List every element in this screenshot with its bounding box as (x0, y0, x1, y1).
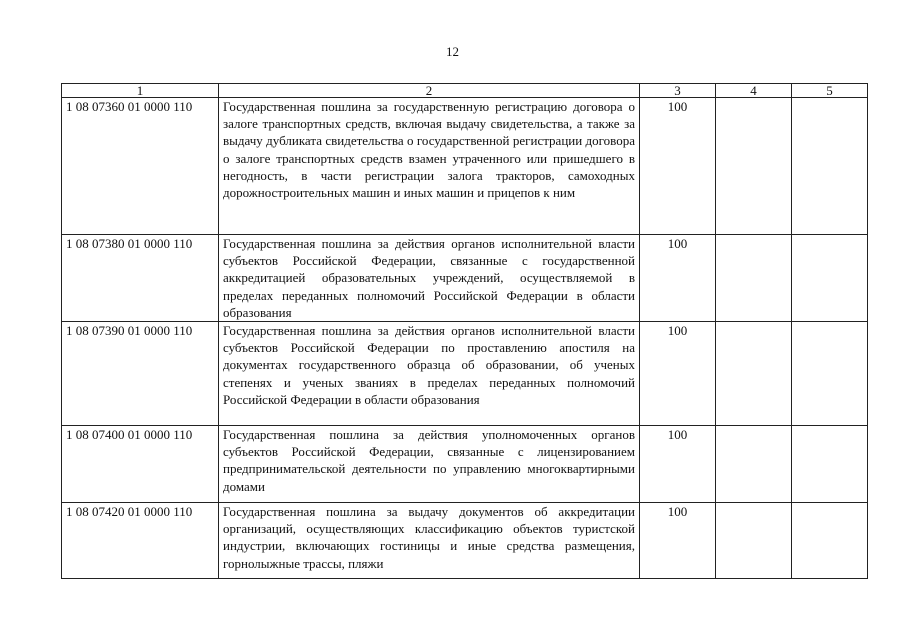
fee-description: Государственная пошлина за действия органов исполнительной власти субъектов Российской Федерации по проставлению апостиля на документах государственного образца об образовании, об ученых степенях и ученых званиях в пределах переданных полномочий Российской Федерации в области образования (219, 322, 640, 426)
column-5-value (792, 503, 868, 579)
column-5-value (792, 235, 868, 322)
table-row (62, 322, 868, 426)
column-4-value (716, 98, 792, 235)
column-3-value: 100 (640, 322, 716, 426)
fee-description: Государственная пошлина за действия органов исполнительной власти субъектов Российской Федерации, связанные с государственной аккредитацией образовательных учреждений, осуществляемой в пределах переданных полномочий Российской Федерации в области образования (219, 235, 640, 322)
income-code: 1 08 07390 01 0000 110 (62, 322, 219, 426)
column-4-value (716, 235, 792, 322)
fee-description: Государственная пошлина за государственную регистрацию договора о залоге транспортных средств, включая выдачу свидетельства, а также за выдачу дубликата свидетельства о государственной регистрации договора о залоге транспортных средств взамен утраченного или пришедшего в негодность, в части регистрации залога тракторов, самоходных дорожностроительных машин и иных машин и прицепов к ним (219, 98, 640, 235)
page-number: 12 (446, 44, 459, 59)
fee-description: Государственная пошлина за действия уполномоченных органов субъектов Российской Федерации, связанные с лицензированием предпринимательской деятельности по управлению многоквартирными домами (219, 426, 640, 503)
income-code: 1 08 07420 01 0000 110 (62, 503, 219, 579)
column-5-value (792, 426, 868, 503)
income-code: 1 08 07400 01 0000 110 (62, 426, 219, 503)
column-3-value: 100 (640, 98, 716, 235)
column-5-value (792, 322, 868, 426)
column-header-2: 2 (219, 84, 640, 98)
column-4-value (716, 503, 792, 579)
column-4-value (716, 426, 792, 503)
column-header-1: 1 (62, 84, 219, 98)
table-row (62, 98, 868, 235)
fees-table (61, 83, 868, 579)
table-row (62, 503, 868, 579)
income-code: 1 08 07380 01 0000 110 (62, 235, 219, 322)
income-code: 1 08 07360 01 0000 110 (62, 98, 219, 235)
column-5-value (792, 98, 868, 235)
column-3-value: 100 (640, 503, 716, 579)
column-header-4: 4 (716, 84, 792, 98)
table-row (62, 426, 868, 503)
fee-description: Государственная пошлина за выдачу документов об аккредитации организаций, осуществляющих классификацию объектов туристской индустрии, включающих гостиницы и иные средства размещения, горнолыжные трассы, пляжи (219, 503, 640, 579)
table-header-row (62, 84, 868, 98)
table-row (62, 235, 868, 322)
column-3-value: 100 (640, 426, 716, 503)
column-header-5: 5 (792, 84, 868, 98)
column-header-3: 3 (640, 84, 716, 98)
column-3-value: 100 (640, 235, 716, 322)
column-4-value (716, 322, 792, 426)
